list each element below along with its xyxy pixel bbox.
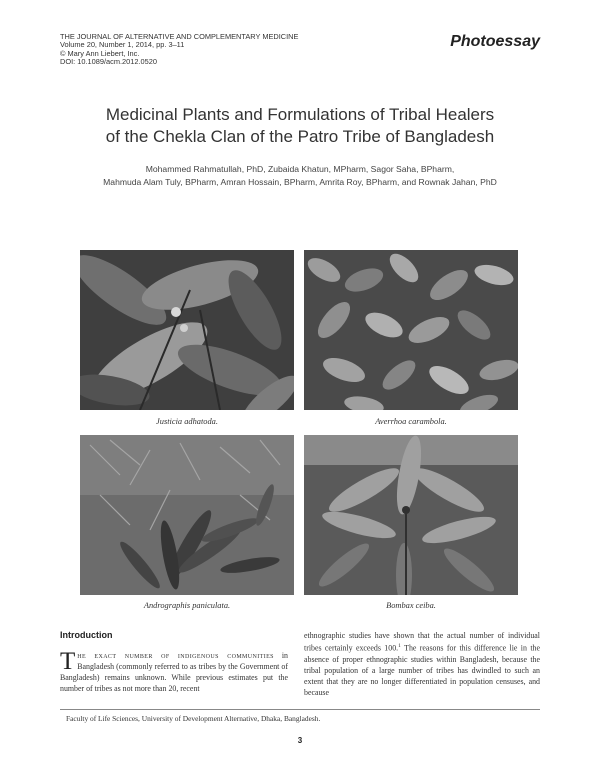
reference-superscript[interactable]: 1	[398, 643, 401, 649]
photo-andrographis-paniculata	[80, 435, 294, 595]
page-number: 3	[297, 736, 303, 745]
caption-justicia-adhatoda: Justicia adhatoda.	[156, 417, 218, 426]
article-title	[0, 104, 600, 148]
section-label: Photoessay	[450, 33, 540, 50]
photo-bombax-ceiba	[304, 435, 518, 595]
intro-col1-text: in Bangladesh (commonly referred to as tribes by the Government of Bangladesh) remains unknown. While previous estimates put the number of tribes as not more than 20, recent	[60, 651, 288, 693]
title-line-1: Medicinal Plants and Formulations of Tribal Healers	[105, 105, 495, 124]
photo-averrhoa-carambola	[304, 250, 518, 410]
intro-column-1	[60, 650, 288, 694]
authors-line-2: Mahmuda Alam Tuly, BPharm, Amran Hossain, BPharm, Amrita Roy, BPharm, and Rownak Jahan, PhD	[103, 177, 497, 187]
journal-name: THE JOURNAL OF ALTERNATIVE AND COMPLEMENTARY MEDICINE	[60, 32, 299, 41]
caption-averrhoa-carambola: Averrhoa carambola.	[375, 417, 447, 426]
journal-doi: DOI: 10.1089/acm.2012.0520	[60, 57, 157, 67]
drop-cap: T	[60, 648, 76, 675]
footnote-rule	[60, 709, 540, 710]
intro-col2-text: ethnographic studies have shown that the actual number of individual tribes certainly exceeds 100.	[304, 631, 540, 653]
introduction-heading: Introduction	[60, 630, 113, 640]
author-list	[0, 163, 600, 189]
intro-smallcaps: he exact number of indigenous communities	[77, 651, 274, 660]
journal-volume: Volume 20, Number 1, 2014, pp. 3–11	[60, 40, 185, 50]
intro-column-2	[304, 630, 540, 698]
journal-copyright: © Mary Ann Liebert, Inc.	[60, 48, 140, 58]
caption-bombax-ceiba: Bombax ceiba.	[386, 601, 436, 610]
journal-header	[60, 33, 298, 67]
title-line-2: of the Chekla Clan of the Patro Tribe of Bangladesh	[105, 127, 495, 146]
intro-col2-rest: The reasons for this difference lie in the absence of proper ethnographic studies within Bangladesh, because the tribal population of a large number of tribes has dwindled to such an extent that they are no longer differentiated in population censuses, and because	[304, 643, 540, 697]
authors-line-1: Mohammed Rahmatullah, PhD, Zubaida Khatun, MPharm, Sagor Saha, BPharm,	[145, 164, 455, 174]
affiliation-footnote: Faculty of Life Sciences, University of Development Alternative, Dhaka, Bangladesh.	[66, 714, 321, 723]
photo-justicia-adhatoda	[80, 250, 294, 410]
caption-andrographis-paniculata: Andrographis paniculata.	[143, 601, 231, 610]
